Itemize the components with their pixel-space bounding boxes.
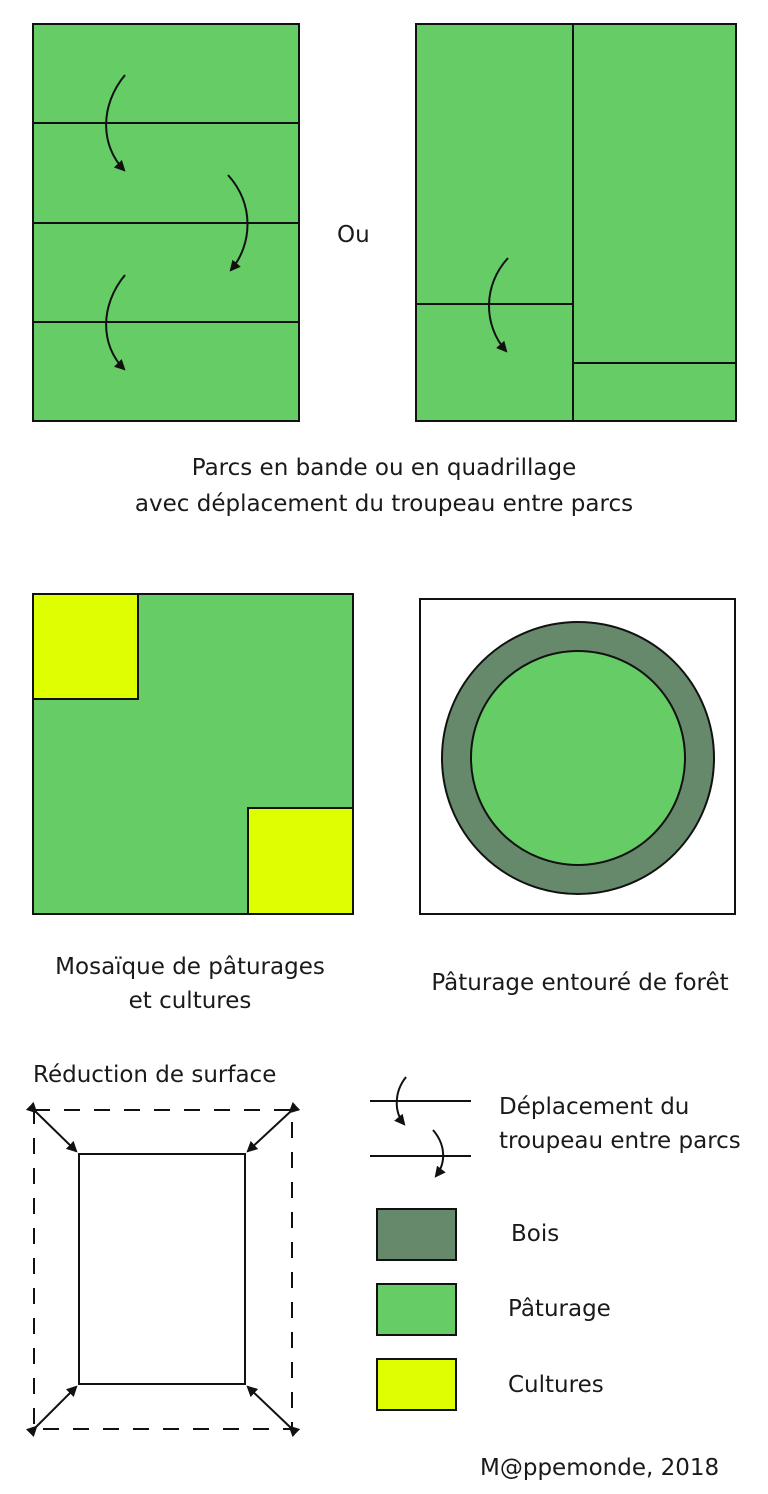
original-surface-outline: [34, 1110, 292, 1429]
forest-ring-panel: [420, 599, 735, 914]
legend-label-crops: Cultures: [508, 1372, 604, 1398]
strip-paddocks-panel: [33, 24, 299, 421]
separator-text: Ou: [337, 222, 370, 248]
double-arrow-icon: [36, 1112, 76, 1151]
credit-text: M@ppemonde, 2018: [480, 1455, 720, 1481]
legend-label-wood: Bois: [511, 1221, 560, 1247]
mosaic-crop-plot: [33, 594, 138, 699]
double-arrow-icon: [248, 1387, 290, 1427]
legend-swatch-crops: [377, 1359, 456, 1410]
mosaic-crop-plot: [248, 808, 353, 914]
double-arrow-icon: [36, 1387, 76, 1427]
enclosed-pasture: [471, 651, 685, 865]
grid-paddocks-panel: [416, 24, 736, 421]
caption-forest: Pâturage entouré de forêt: [431, 970, 729, 996]
double-arrow-icon: [248, 1112, 290, 1151]
legend-swatch-wood: [377, 1209, 456, 1260]
legend-swatch-pasture: [377, 1284, 456, 1335]
caption-reduction: Réduction de surface: [33, 1062, 277, 1088]
legend-movement-label-line1: Déplacement du: [499, 1094, 690, 1120]
herd-movement-arrow-icon: [433, 1130, 443, 1176]
surface-reduction-panel: [34, 1110, 292, 1429]
legend-movement-label-line2: troupeau entre parcs: [499, 1128, 741, 1154]
caption-strips-line1: Parcs en bande ou en quadrillage: [191, 455, 577, 481]
caption-mosaic-line2: et cultures: [128, 988, 252, 1014]
grid-field: [416, 24, 736, 421]
legend-label-pasture: Pâturage: [508, 1296, 611, 1322]
reduced-surface-outline: [79, 1154, 245, 1384]
legend-movement-symbol: [370, 1077, 471, 1176]
caption-mosaic-line1: Mosaïque de pâturages: [55, 954, 325, 980]
caption-strips-line2: avec déplacement du troupeau entre parcs: [134, 491, 634, 517]
mosaic-panel: [33, 594, 353, 914]
